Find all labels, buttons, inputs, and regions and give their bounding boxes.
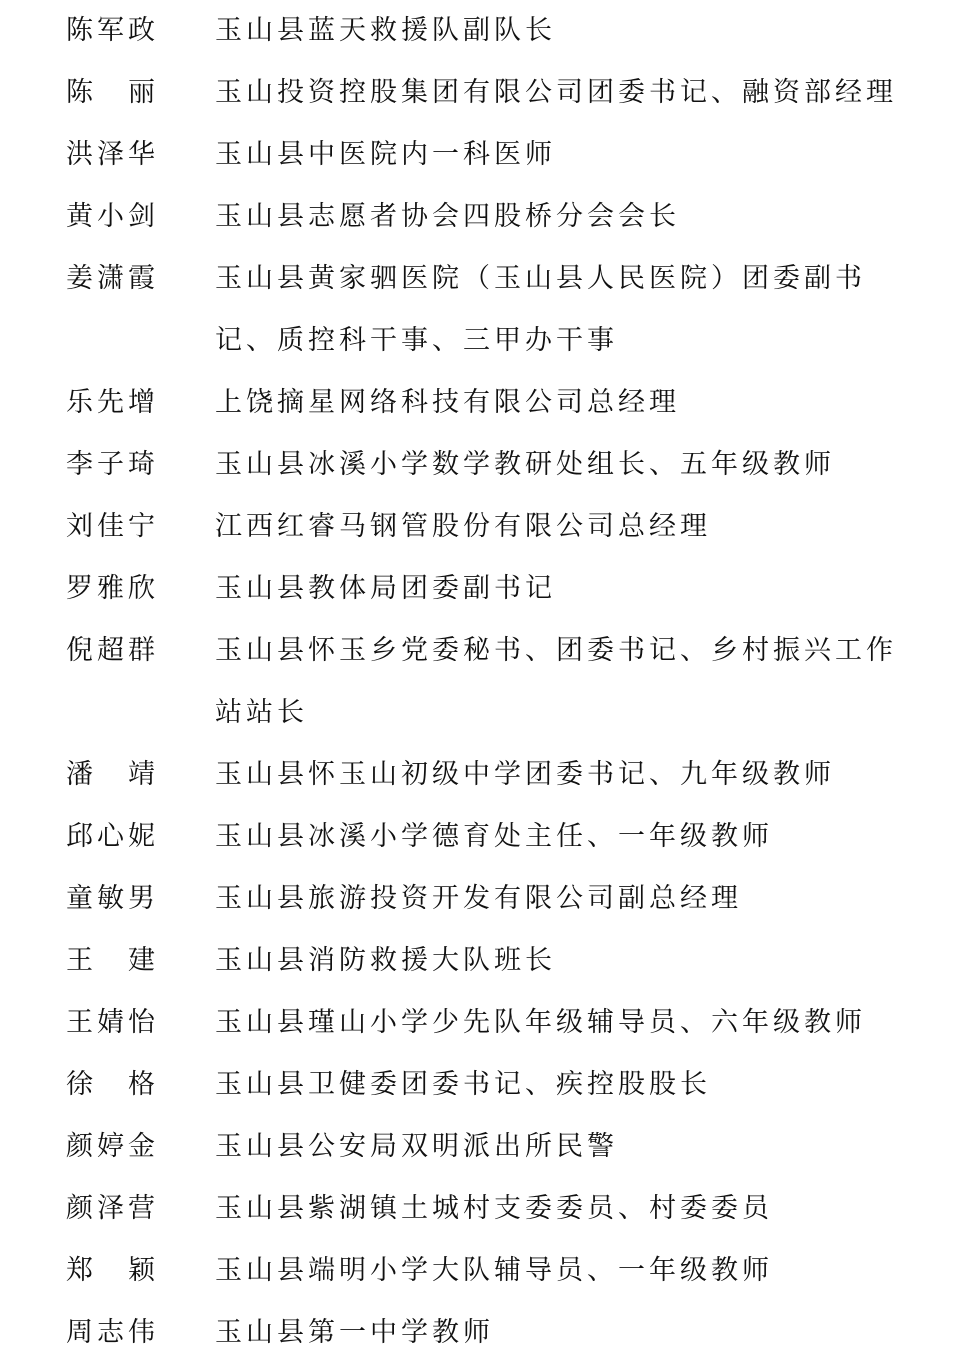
person-title: 玉山县中医院内一科医师 [215,139,556,170]
list-item [0,868,954,930]
list-item [0,1116,954,1178]
list-item [0,124,954,186]
person-title: 玉山县第一中学教师 [215,1317,494,1348]
person-name: 罗雅欣 [66,573,159,604]
list-item [0,248,954,372]
person-name: 邱心妮 [66,821,159,852]
person-name: 周志伟 [66,1317,159,1348]
person-name: 陈军政 [66,15,159,46]
person-name: 颜泽营 [66,1193,159,1224]
person-title: 玉山县端明小学大队辅导员、一年级教师 [215,1255,773,1286]
person-name: 童敏男 [66,883,159,914]
list-item [0,1054,954,1116]
list-item [0,496,954,558]
list-item [0,992,954,1054]
person-title: 玉山县志愿者协会四股桥分会会长 [215,201,680,232]
person-title: 玉山县紫湖镇土城村支委委员、村委委员 [215,1193,773,1224]
person-name: 姜潇霞 [66,263,159,294]
person-name: 郑 颖 [66,1255,159,1286]
person-title: 上饶摘星网络科技有限公司总经理 [215,387,680,418]
list-item [0,62,954,124]
person-name: 乐先增 [66,387,159,418]
person-title: 玉山县冰溪小学德育处主任、一年级教师 [215,821,773,852]
person-title: 玉山县消防救援大队班长 [215,945,556,976]
person-title: 玉山县瑾山小学少先队年级辅导员、六年级教师 [215,1007,866,1038]
person-title: 玉山县怀玉山初级中学团委书记、九年级教师 [215,759,835,790]
person-title: 玉山县黄家驷医院（玉山县人民医院）团委副书记、质控科干事、三甲办干事 [215,263,866,356]
person-name: 王婧怡 [66,1007,159,1038]
person-name: 徐 格 [66,1069,159,1100]
person-title: 玉山县公安局双明派出所民警 [215,1131,618,1162]
person-name: 李子琦 [66,449,159,480]
list-item [0,434,954,496]
person-name: 颜婷金 [66,1131,159,1162]
list-item [0,1178,954,1240]
list-item [0,372,954,434]
list-item [0,1302,954,1364]
list-item [0,620,954,744]
person-title: 玉山县怀玉乡党委秘书、团委书记、乡村振兴工作站站长 [215,635,897,728]
person-name: 王 建 [66,945,159,976]
person-title: 玉山县冰溪小学数学教研处组长、五年级教师 [215,449,835,480]
list-item [0,0,954,62]
list-item [0,1240,954,1302]
person-title: 玉山县卫健委团委书记、疾控股股长 [215,1069,711,1100]
person-name: 黄小剑 [66,201,159,232]
list-item [0,930,954,992]
person-title: 玉山投资控股集团有限公司团委书记、融资部经理 [215,77,897,108]
person-title: 玉山县旅游投资开发有限公司副总经理 [215,883,742,914]
person-name: 潘 靖 [66,759,159,790]
person-name: 陈 丽 [66,77,159,108]
person-name: 洪泽华 [66,139,159,170]
list-item [0,558,954,620]
person-name: 倪超群 [66,635,159,666]
person-name: 刘佳宁 [66,511,159,542]
list-item [0,806,954,868]
person-title: 玉山县教体局团委副书记 [215,573,556,604]
list-item [0,186,954,248]
person-title: 江西红睿马钢管股份有限公司总经理 [215,511,711,542]
person-title: 玉山县蓝天救援队副队长 [215,15,556,46]
list-item [0,744,954,806]
